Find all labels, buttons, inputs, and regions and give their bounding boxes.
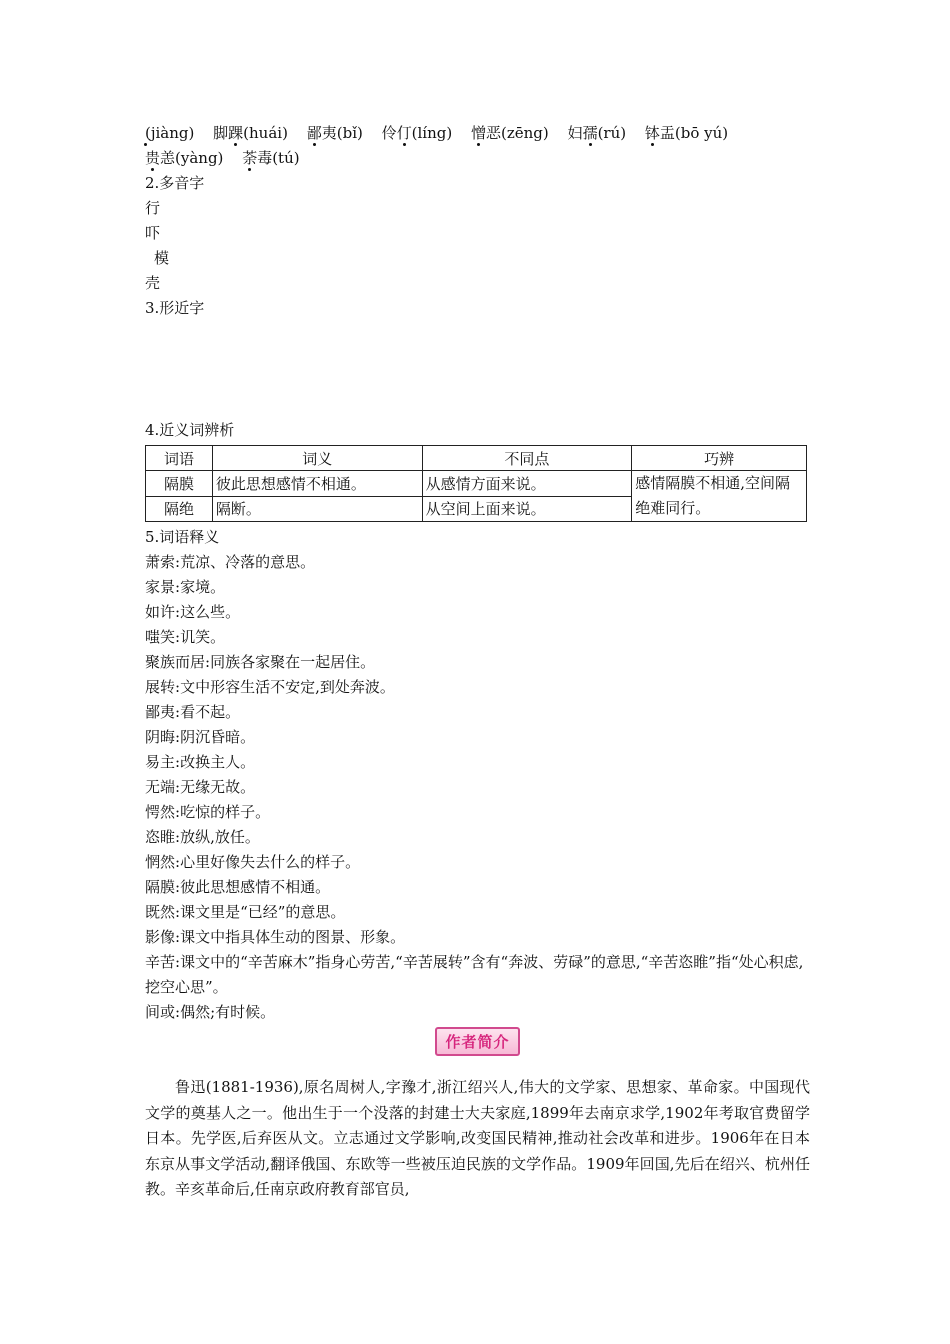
pinyin-item: 妇孺(rú): [567, 124, 627, 142]
table-cell-difference: 从空间上面来说。: [422, 496, 632, 522]
pinyin-item: 鄙夷(bǐ): [306, 124, 363, 142]
pinyin-line-1: [145, 121, 810, 146]
table-cell-tip: 感情隔膜不相通,空间隔绝难同行。: [632, 471, 807, 522]
glossary-item: 间或:偶然;有时候。: [145, 1003, 276, 1021]
document-page: [145, 121, 810, 1203]
glossary-item: 阴晦:阴沉昏暗。: [145, 728, 256, 746]
polyphone-char: 模: [154, 249, 170, 267]
pinyin-item: 贵恙(yàng): [145, 149, 224, 167]
glossary-item: 惘然:心里好像失去什么的样子。: [145, 853, 361, 871]
pinyin-item: 脚踝(huái): [213, 124, 288, 142]
polyphone-char: 行: [145, 199, 161, 217]
glossary-list: [145, 550, 810, 1025]
table-cell-difference: 从感情方面来说。: [422, 471, 632, 497]
glossary-item: 恣睢:放纵,放任。: [145, 828, 260, 846]
polyphone-char: 壳: [145, 274, 161, 292]
glossary-item: 鄙夷:看不起。: [145, 703, 241, 721]
glossary-item: 易主:改换主人。: [145, 753, 256, 771]
synonym-table: [145, 445, 807, 522]
table-header-cell: 词语: [146, 446, 213, 471]
table-cell-word: 隔绝: [146, 496, 213, 522]
glossary-item: 既然:课文里是“已经”的意思。: [145, 903, 346, 921]
glossary-item: 家景:家境。: [145, 578, 226, 596]
pinyin-item: 憎恶(zēng): [471, 124, 549, 142]
glossary-item: 愕然:吃惊的样子。: [145, 803, 271, 821]
pinyin-item: 伶仃(líng): [381, 124, 453, 142]
glossary-item: 聚族而居:同族各家聚在一起居住。: [145, 653, 376, 671]
glossary-item: 辛苦:课文中的“辛苦麻木”指身心劳苦,“辛苦展转”含有“奔波、劳碌”的意思,“辛苦恣睢”指“处心积虑,挖空心思”。: [145, 953, 804, 996]
glossary-item: 影像:课文中指具体生动的图景、形象。: [145, 928, 406, 946]
polyphone-char: 吓: [145, 224, 161, 242]
glossary-item: 展转:文中形容生活不安定,到处奔波。: [145, 678, 395, 696]
glossary-item: 无端:无缘无故。: [145, 778, 256, 796]
glossary-item: 隔膜:彼此思想感情不相通。: [145, 878, 331, 896]
table-cell-word: 隔膜: [146, 471, 213, 497]
pinyin-item: 钵盂(bō yú): [644, 124, 729, 142]
table-header-cell: 不同点: [422, 446, 632, 471]
pinyin-item: 荼毒(tú): [242, 149, 300, 167]
author-badge: 作者简介: [435, 1027, 519, 1056]
pinyin-item: (jiàng): [145, 124, 195, 142]
similar-chars-title: 3.形近字: [145, 299, 205, 317]
glossary-item: 如许:这么些。: [145, 603, 241, 621]
author-bio: 鲁迅(1881-1936),原名周树人,字豫才,浙江绍兴人,伟大的文学家、思想家、革命家。中国现代文学的奠基人之一。他出生于一个没落的封建士大夫家庭,1899年去南京求学,1902年考取官费留学日本。先学医,后弃医从文。立志通过文学影响,改变国民精神,推动社会改革和进步。1906年在日本东京从事文学活动,翻译俄国、东欧等一些被压迫民族的文学作品。1909年回国,先后在绍兴、杭州任教。辛亥革命后,任南京政府教育部官员,: [145, 1078, 810, 1198]
glossary-item: 嗤笑:讥笑。: [145, 628, 226, 646]
table-header-cell: 词义: [212, 446, 422, 471]
table-header-row: [146, 446, 807, 471]
synonym-title: 4.近义词辨析: [145, 421, 235, 439]
table-cell-meaning: 隔断。: [212, 496, 422, 522]
table-cell-meaning: 彼此思想感情不相通。: [212, 471, 422, 497]
similar-chars-blank: [145, 321, 810, 418]
pinyin-line-2: [145, 146, 810, 171]
polyphone-title: 2.多音字: [145, 174, 205, 192]
glossary-title: 5.词语释义: [145, 528, 220, 546]
table-header-cell: 巧辨: [632, 446, 807, 471]
author-section-header: [145, 1027, 810, 1055]
glossary-item: 萧索:荒凉、冷落的意思。: [145, 553, 316, 571]
table-row: [146, 471, 807, 497]
